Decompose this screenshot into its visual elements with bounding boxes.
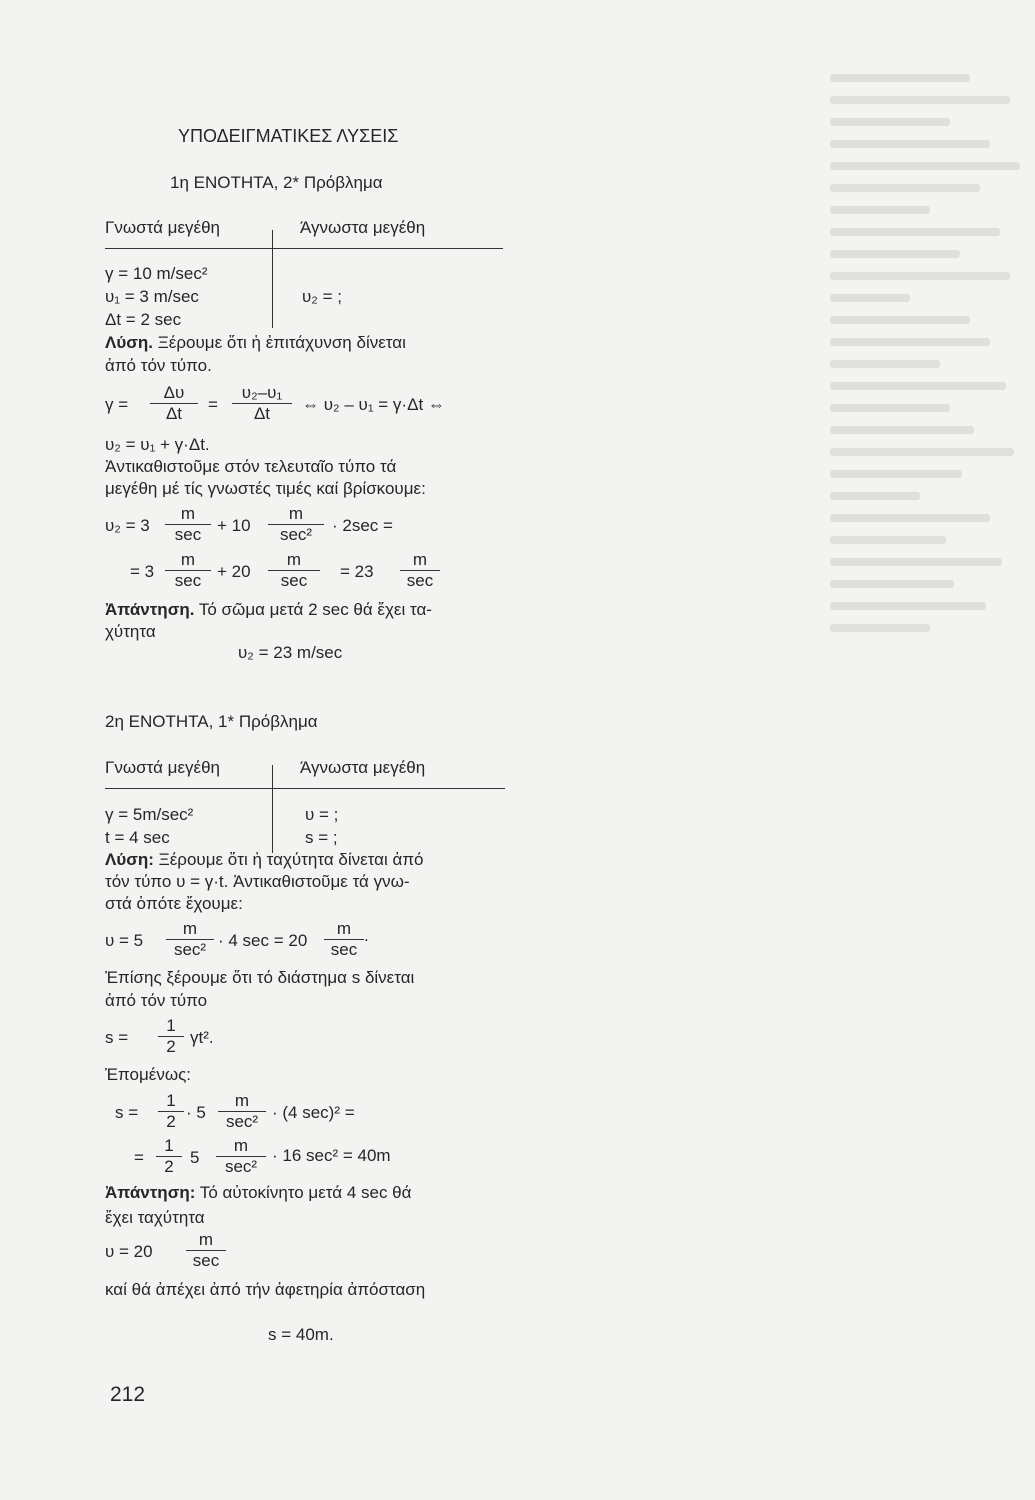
section1-calc2-plus: + 20 — [217, 562, 251, 581]
section2-s1-rest: · (4 sec)² = — [272, 1103, 355, 1122]
section1-sub-text2: μεγέθη μέ τίς γνωστές τιμές καί βρίσκουμε: — [105, 479, 426, 498]
section1-calc1-plus: + 10 — [217, 516, 251, 535]
section1-unknown-header: Άγνωστα μεγέθη — [300, 218, 426, 237]
frac-numerator: Δυ — [163, 383, 185, 402]
section1-calc1-frac2 — [268, 504, 324, 545]
frac-numerator: m — [234, 1091, 250, 1110]
section2-ans-frac — [186, 1230, 226, 1271]
section1-known-1: γ = 10 m/sec² — [105, 264, 208, 283]
section2-solution-label: Λύση: — [105, 850, 154, 869]
section2-s1-frac2 — [218, 1091, 266, 1132]
frac-numerator: 1 — [166, 1091, 176, 1110]
section2-solution-line1 — [105, 850, 424, 870]
frac-denominator: Δt — [150, 403, 198, 424]
section2-answer-text: Τό αὐτοκίνητο μετά 4 sec θά — [199, 1183, 412, 1202]
section1-table-hrule — [105, 248, 503, 249]
section2-hence: Ἐπομένως: — [105, 1065, 192, 1084]
section1-solution-text: Ξέρουμε ὅτι ἡ ἐπιτάχυνση δίνεται — [157, 333, 406, 352]
section2-known-2: t = 4 sec — [105, 828, 170, 847]
section2-s1-mid: · 5 — [186, 1103, 206, 1122]
frac-denominator: sec — [186, 1250, 226, 1271]
section1-answer-line1 — [105, 600, 432, 620]
section2-table-vrule — [272, 765, 273, 853]
section1-calc1-frac1 — [165, 504, 211, 545]
section2-calc1-frac1 — [166, 919, 214, 960]
frac-denominator: sec² — [216, 1156, 266, 1177]
section2-answer-label: Ἀπάντηση: — [105, 1183, 196, 1202]
section1-eq1-frac1 — [150, 383, 198, 424]
section2-s2-frac2 — [216, 1136, 266, 1177]
frac-denominator: sec² — [218, 1111, 266, 1132]
frac-denominator: sec — [268, 570, 320, 591]
page-title: ΥΠΟΔΕΙΓΜΑΤΙΚΕΣ ΛΥΣΕΙΣ — [178, 126, 399, 146]
frac-denominator: sec — [165, 570, 211, 591]
section1-eq1-rest: ⇔ υ₂ – υ₁ = γ·Δt ⇔ — [302, 395, 445, 414]
frac-numerator: 1 — [164, 1136, 174, 1155]
section1-unknown-1: υ₂ = ; — [302, 287, 342, 306]
frac-denominator: 2 — [158, 1111, 184, 1132]
section2-unknown-header: Άγνωστα μεγέθη — [300, 758, 426, 777]
section1-known-2: υ₁ = 3 m/sec — [105, 287, 199, 306]
section2-solution-line3: στά ὁπότε ἔχουμε: — [105, 894, 243, 913]
section2-final-value: s = 40m. — [268, 1325, 334, 1344]
section2-s2-mid: 5 — [190, 1148, 200, 1167]
section1-calc2-lhs: = 3 — [130, 562, 155, 581]
frac-denominator: sec — [324, 939, 364, 960]
section1-known-3: Δt = 2 sec — [105, 310, 182, 329]
section2-s1-frac1 — [158, 1091, 184, 1132]
section1-calc1-rest: · 2sec = — [332, 516, 393, 535]
section1-calc2-frac1 — [165, 550, 211, 591]
frac-denominator: sec — [165, 524, 211, 545]
frac-numerator: m — [180, 550, 196, 569]
section2-heading: 2η ΕΝΟΤΗΤΑ, 1* Πρόβλημα — [105, 712, 318, 731]
section2-calc1-mid: · 4 sec = 20 — [218, 931, 308, 950]
section2-solution-line2: τόν τύπο υ = γ·t. Ἀντικαθιστοῦμε τά γνω- — [105, 872, 410, 891]
section1-calc1-lhs: υ₂ = 3 — [105, 516, 150, 535]
section2-answer-line1 — [105, 1183, 411, 1203]
section1-solution-line1 — [105, 333, 406, 353]
section2-s-lhs: s = — [105, 1028, 129, 1047]
section1-eq2: υ₂ = υ₁ + γ·Δt. — [105, 435, 210, 454]
frac-numerator: υ₂–υ₁ — [241, 383, 283, 402]
section1-known-header: Γνωστά μεγέθη — [105, 218, 221, 237]
frac-denominator: 2 — [158, 1036, 184, 1057]
section2-calc1-frac2 — [324, 919, 364, 960]
section2-also-text1: Ἐπίσης ξέρουμε ὅτι τό διάστημα s δίνεται — [105, 968, 415, 987]
section1-calc2-frac3 — [400, 550, 440, 591]
section1-solution-line2: ἀπό τόν τύπο. — [105, 356, 212, 375]
frac-denominator: sec — [400, 570, 440, 591]
section1-calc2-equals: = 23 — [340, 562, 374, 581]
section2-calc1-lhs: υ = 5 — [105, 931, 144, 950]
section1-eq1-equals: = — [208, 395, 218, 414]
section2-known-1: γ = 5m/sec² — [105, 805, 194, 824]
section2-s2-lhs: = — [134, 1148, 144, 1167]
section1-table-vrule — [272, 230, 273, 328]
section2-final-text: καί θά ἀπέχει ἀπό τήν ἀφετηρία ἀπόσταση — [105, 1280, 426, 1299]
frac-numerator: m — [412, 550, 428, 569]
section2-s-rest: γt². — [190, 1028, 214, 1047]
frac-numerator: 1 — [166, 1016, 176, 1035]
section2-ans-lhs: υ = 20 — [105, 1242, 153, 1261]
section2-s2-rest: · 16 sec² = 40m — [272, 1146, 391, 1165]
frac-denominator: 2 — [156, 1156, 182, 1177]
frac-numerator: m — [180, 504, 196, 523]
section2-calc1-end: . — [364, 926, 369, 945]
section2-s1-lhs: s = — [115, 1103, 139, 1122]
section1-eq1-frac2 — [232, 383, 292, 424]
frac-numerator: m — [198, 1230, 214, 1249]
frac-numerator: m — [233, 1136, 249, 1155]
section2-table-hrule — [105, 788, 505, 789]
bleed-through-texture — [830, 60, 1030, 840]
frac-numerator: m — [286, 550, 302, 569]
section2-also-text2: ἀπό τόν τύπο — [105, 991, 208, 1010]
section2-unknown-2: s = ; — [305, 828, 338, 847]
section1-answer-label: Ἀπάντηση. — [105, 600, 195, 619]
section1-eq1-lhs: γ = — [105, 395, 129, 414]
frac-denominator: sec² — [268, 524, 324, 545]
section1-solution-label: Λύση. — [105, 333, 153, 352]
section1-answer-value: υ₂ = 23 m/sec — [238, 643, 343, 662]
section2-answer-line2: ἔχει ταχύτητα — [105, 1208, 205, 1227]
section2-solution-text: Ξέρουμε ὅτι ἡ ταχύτητα δίνεται ἀπό — [158, 850, 424, 869]
frac-denominator: Δt — [232, 403, 292, 424]
section1-heading: 1η ΕΝΟΤΗΤΑ, 2* Πρόβλημα — [170, 173, 383, 192]
section1-calc2-frac2 — [268, 550, 320, 591]
section1-answer-line2: χύτητα — [105, 622, 156, 641]
section1-answer-text: Τό σῶμα μετά 2 sec θά ἔχει τα- — [198, 600, 432, 619]
section2-s-frac — [158, 1016, 184, 1057]
frac-numerator: m — [182, 919, 198, 938]
page-number: 212 — [110, 1383, 146, 1406]
frac-numerator: m — [336, 919, 352, 938]
frac-denominator: sec² — [166, 939, 214, 960]
frac-numerator: m — [288, 504, 304, 523]
section2-unknown-1: υ = ; — [305, 805, 339, 824]
section2-s2-frac1 — [156, 1136, 182, 1177]
section2-known-header: Γνωστά μεγέθη — [105, 758, 221, 777]
section1-sub-text1: Ἀντικαθιστοῦμε στόν τελευταῖο τύπο τά — [105, 457, 397, 476]
